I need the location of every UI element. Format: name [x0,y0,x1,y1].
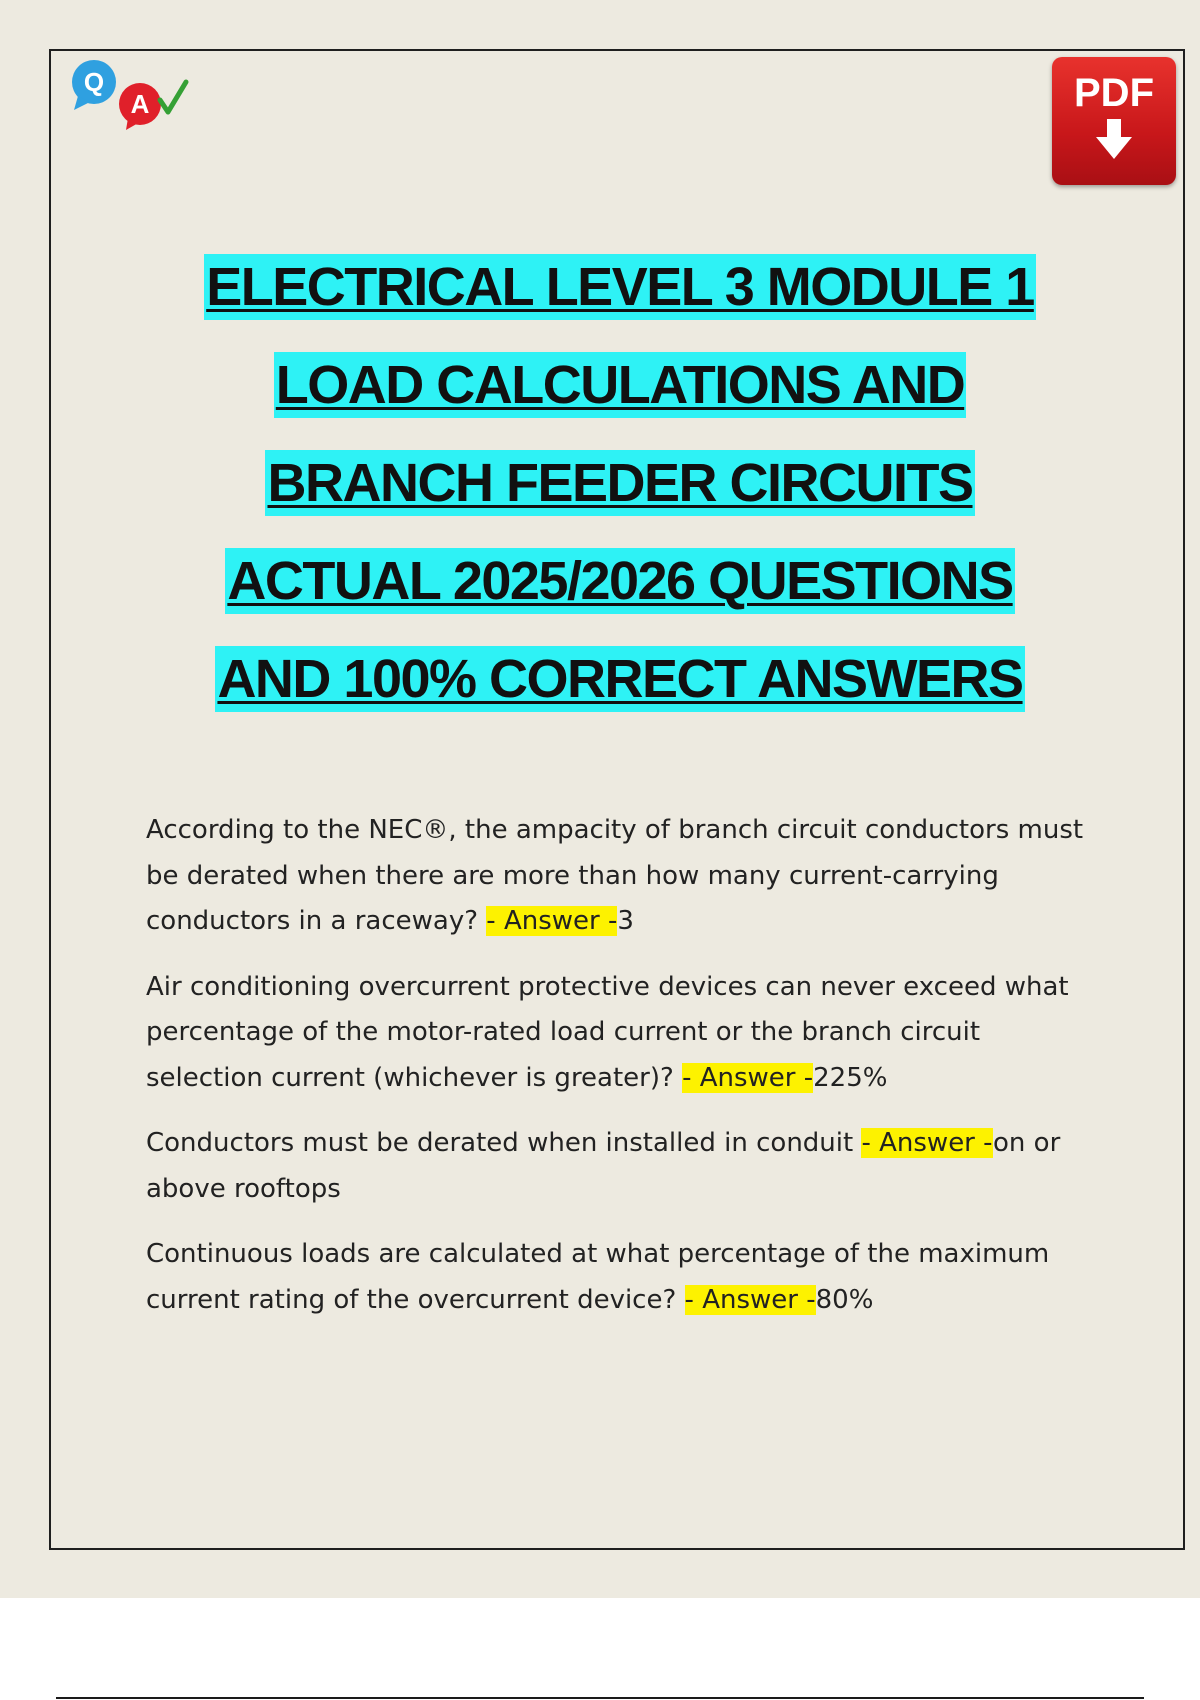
question-text: According to the NEC®, the ampacity of branch circuit conductors must be derated when there are more than how many current-carrying conductors in a raceway? [146,815,1084,936]
footer-divider [56,1697,1144,1699]
title-line-2 [60,336,1180,434]
title-line-3 [60,434,1180,532]
qa-item-2 [146,965,1086,1102]
answer-text: 3 [617,906,634,936]
question-text: Conductors must be derated when installed in conduit [146,1128,854,1158]
answer-label: - Answer - [684,1284,816,1315]
answer-label: - Answer - [486,906,618,936]
title-line-5-text: AND 100% CORRECT ANSWERS [215,646,1024,712]
answer-text: 80% [815,1284,874,1315]
title-line-4 [60,532,1180,630]
qa-list [146,808,1086,1343]
pdf-icon-label: PDF [1074,71,1154,115]
qa-item-1 [146,808,1086,945]
title-line-5 [60,630,1180,728]
document-title [60,238,1180,728]
answer-text: 225% [813,1062,888,1093]
a-letter: A [130,89,150,119]
title-line-1-text: ELECTRICAL LEVEL 3 MODULE 1 [204,254,1036,320]
title-line-2-text: LOAD CALCULATIONS AND [274,352,966,418]
title-line-1 [60,238,1180,336]
answer-text: on or above rooftops [146,1128,1061,1204]
qa-item-3 [146,1121,1086,1212]
answer-label: - Answer - [682,1062,814,1093]
title-line-3-text: BRANCH FEEDER CIRCUITS [265,450,974,516]
download-arrow-icon [1096,119,1132,161]
question-text: Continuous loads are calculated at what percentage of the maximum current rating of the overcurrent device? [146,1239,1050,1315]
pdf-download-icon[interactable] [1052,57,1176,185]
title-line-4-text: ACTUAL 2025/2026 QUESTIONS [225,548,1014,614]
check-icon [160,82,186,112]
qa-item-4 [146,1232,1086,1323]
qa-logo [68,58,198,132]
question-text: Air conditioning overcurrent protective devices can never exceed what percentage of the motor-rated load current or the branch circuit selection current (whichever is greater)? [146,971,1069,1093]
answer-label: - Answer - [861,1128,994,1158]
q-letter: Q [83,67,105,97]
